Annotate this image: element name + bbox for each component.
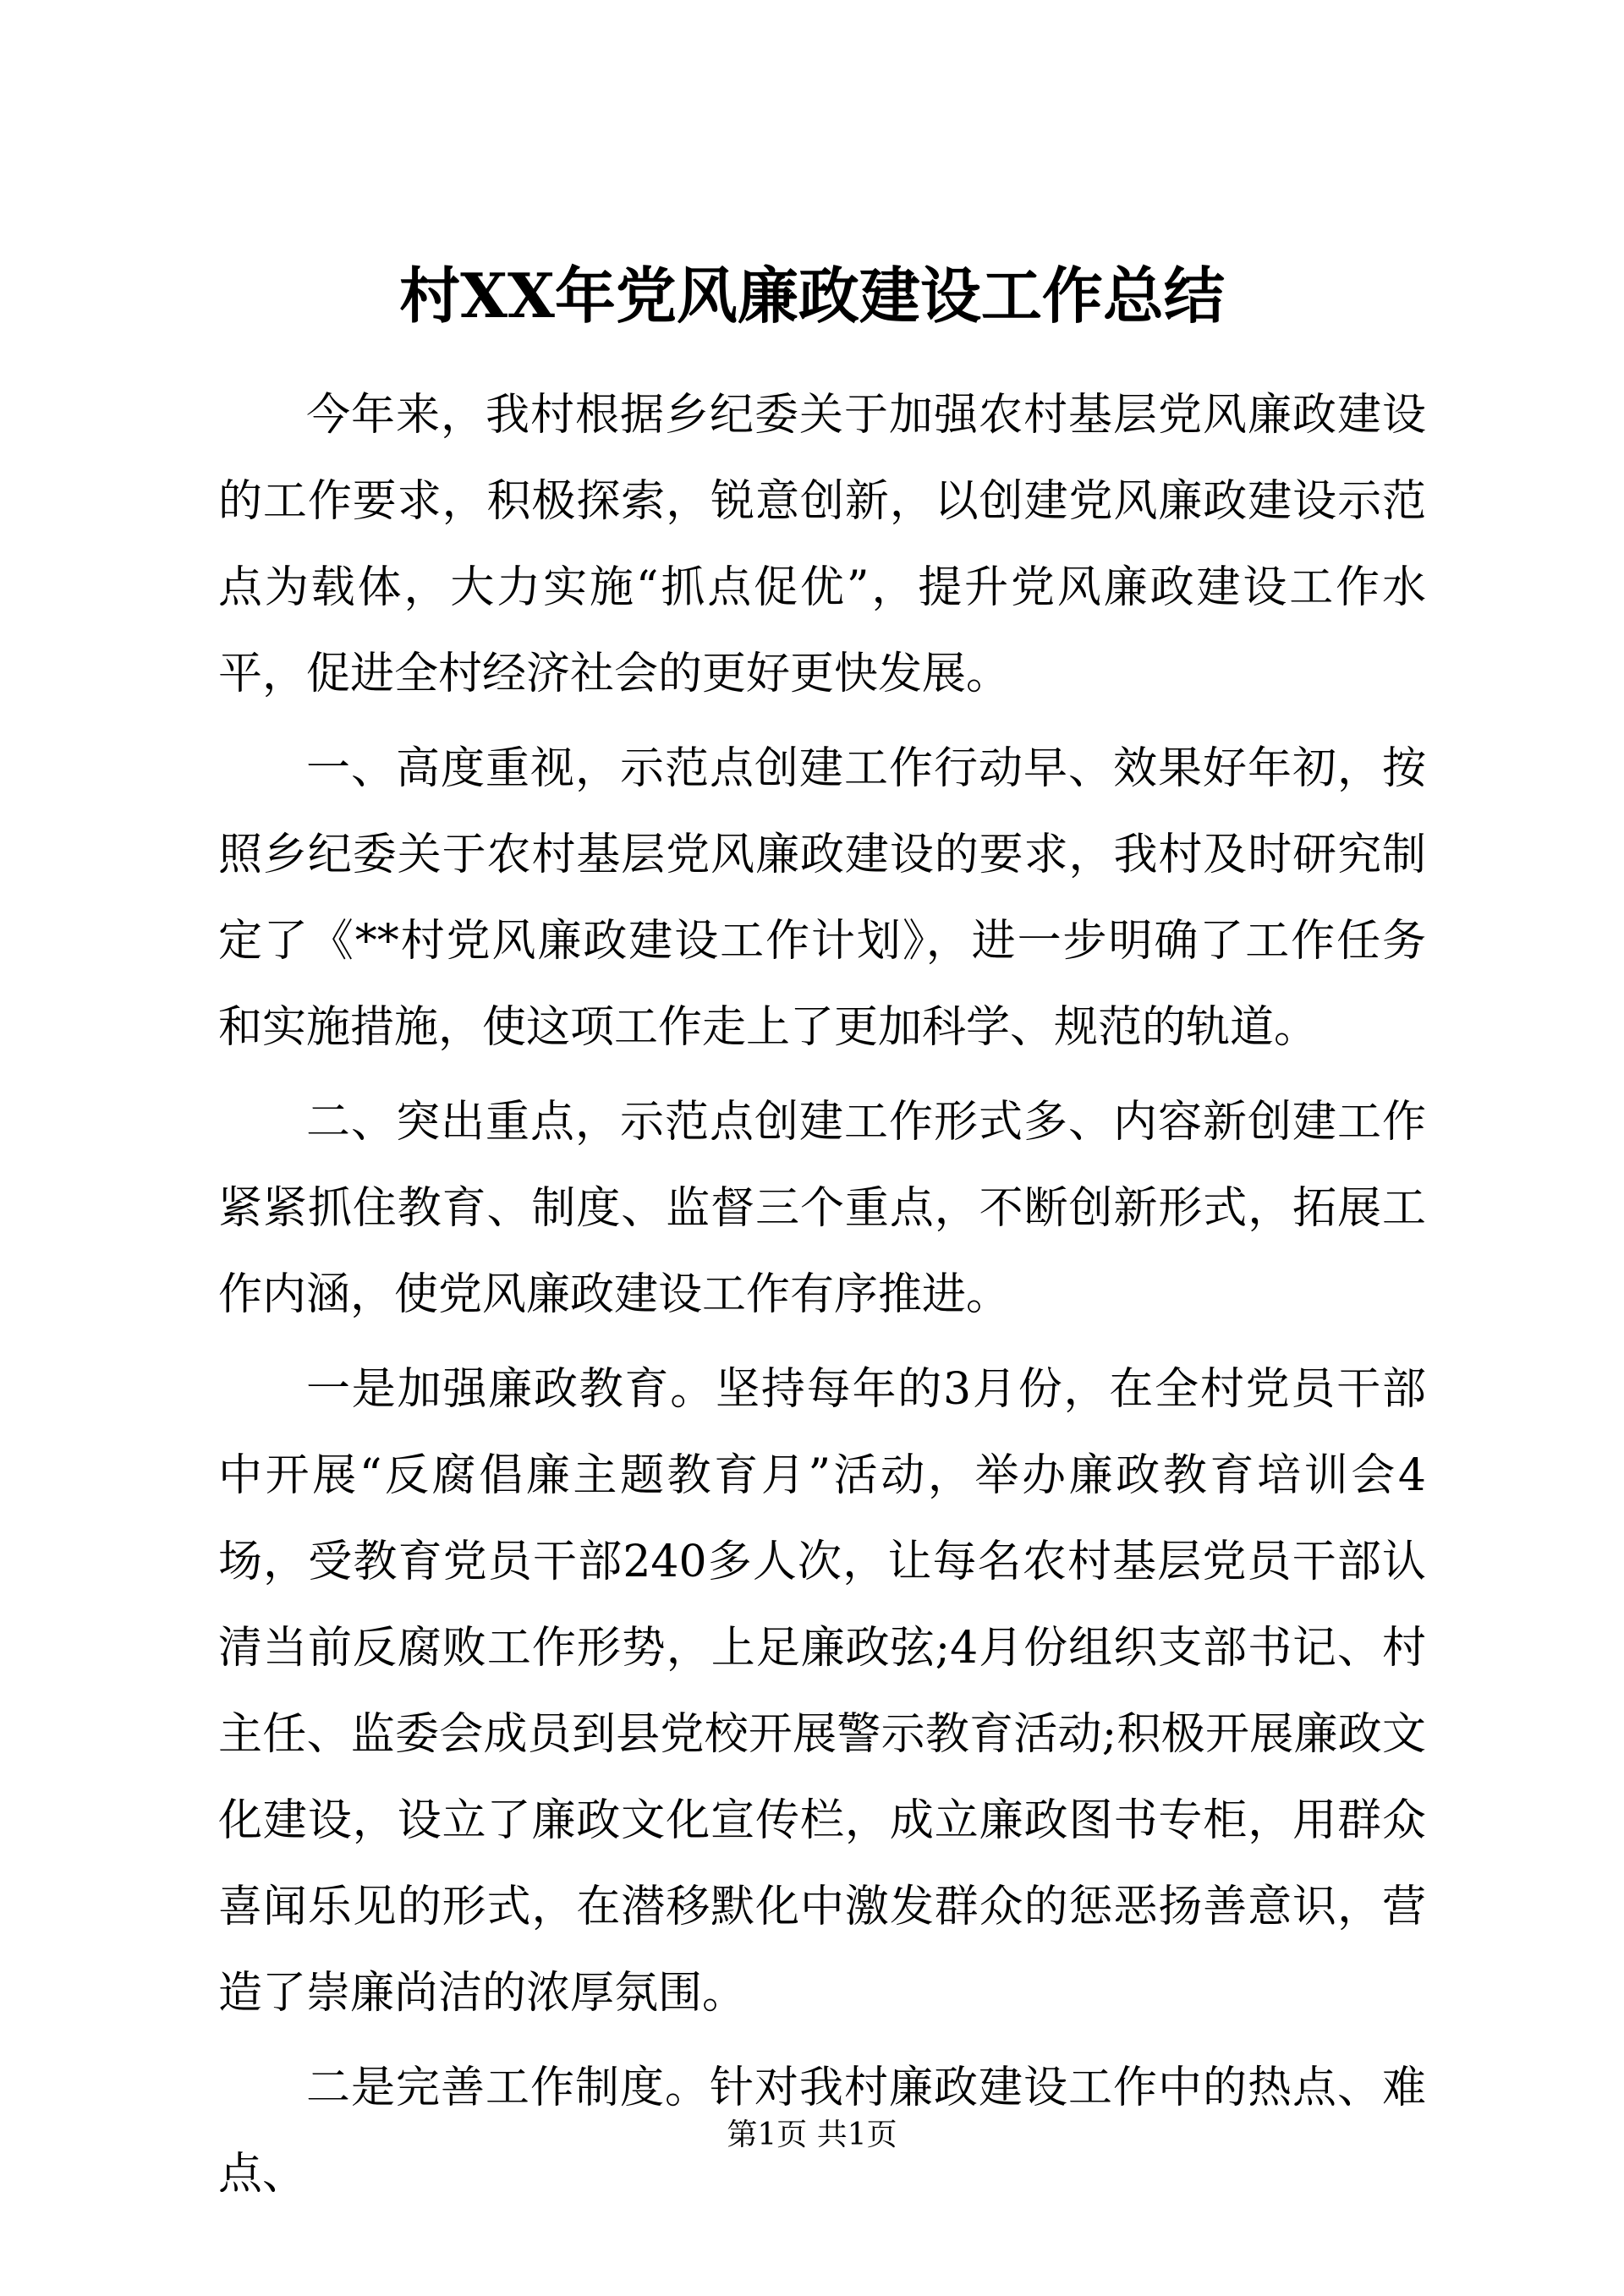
- paragraph-intro: 今年来，我村根据乡纪委关于加强农村基层党风廉政建设的工作要求，积极探索，锐意创新，以创建党风廉政建设示范点为载体，大力实施“抓点促优”，提升党风廉政建设工作水平，促进全村经济社会的更好更快发展。: [218, 390, 1426, 699]
- document-title: 村XX年党风廉政建设工作总结: [399, 260, 1225, 332]
- page-footer: 第1页 共1页: [727, 2118, 897, 2152]
- paragraph-education: 一是加强廉政教育。坚持每年的3月份，在全村党员干部中开展“反腐倡廉主题教育月”活动，举办廉政教育培训会4场，受教育党员干部240多人次，让每名农村基层党员干部认清当前反腐败工作形势，上足廉政弦;4月份组织支部书记、村主任、监委会成员到县党校开展警示教育活动;积极开展廉政文化建设，设立了廉政文化宣传栏，成立廉政图书专柜，用群众喜闻乐见的形式，在潜移默化中激发群众的惩恶扬善意识，营造了崇廉尚洁的浓厚氛围。: [218, 1364, 1426, 2019]
- paragraph-system: 二是完善工作制度。针对我村廉政建设工作中的热点、难点、: [218, 2063, 1426, 2200]
- paragraph-section-1: 一、高度重视，示范点创建工作行动早、效果好年初，按照乡纪委关于农村基层党风廉政建设的要求，我村及时研究制定了《**村党风廉政建设工作计划》，进一步明确了工作任务和实施措施，使这项工作走上了更加科学、规范的轨道。: [218, 743, 1426, 1053]
- paragraph-section-2: 二、突出重点，示范点创建工作形式多、内容新创建工作紧紧抓住教育、制度、监督三个重点，不断创新形式，拓展工作内涵，使党风廉政建设工作有序推进。: [218, 1097, 1426, 1320]
- document-body: [218, 372, 1426, 2226]
